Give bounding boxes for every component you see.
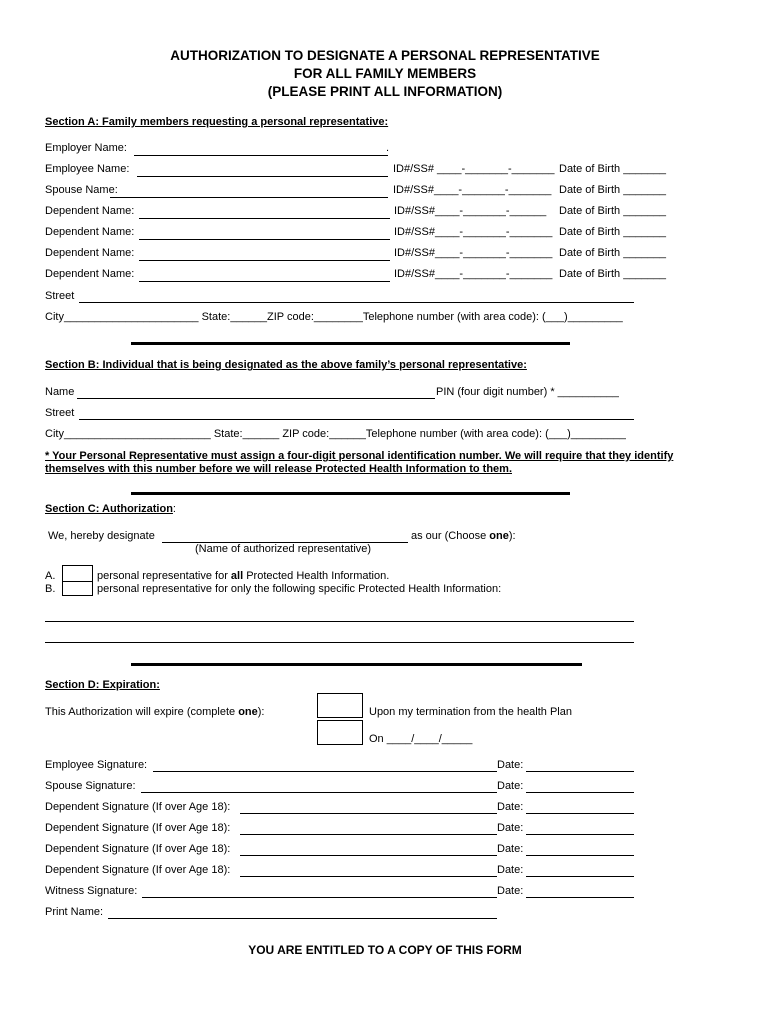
form-title-line-1: AUTHORIZATION TO DESIGNATE A PERSONAL REPRESENTATIVE	[170, 48, 600, 63]
signature-label: Dependent Signature (If over Age 18):	[45, 822, 231, 834]
representative-city-line[interactable]: City________________________ State:______ ZIP code:______Telephone number (with area code): (___)_________	[45, 428, 626, 440]
expire-label	[45, 706, 265, 718]
section-divider	[131, 342, 570, 345]
date-field[interactable]	[526, 813, 634, 814]
member-id-field[interactable]: ID#/SS#____-_______-______	[394, 205, 547, 217]
signature-label: Dependent Signature (If over Age 18):	[45, 864, 231, 876]
street-label: Street	[45, 290, 75, 302]
section-c-heading-text: Section C: Authorization	[45, 503, 173, 515]
member-name-field[interactable]	[139, 260, 390, 261]
signature-field[interactable]	[240, 834, 497, 835]
expire-termination-label: Upon my termination from the health Plan	[369, 706, 572, 718]
date-field[interactable]	[526, 792, 634, 793]
member-name-field[interactable]	[139, 218, 390, 219]
date-field[interactable]	[526, 855, 634, 856]
option-a-label	[97, 570, 389, 582]
option-a-text-2: Protected Health Information.	[243, 570, 390, 582]
pin-note-line-2: themselves with this number before we will release Protected Health Information to them.	[45, 463, 512, 475]
date-label: Date:	[497, 759, 524, 771]
expire-text-bold: one	[238, 706, 258, 718]
member-dob-field[interactable]: Date of Birth _______	[559, 268, 667, 280]
option-a-text-bold: all	[230, 570, 244, 582]
date-label: Date:	[497, 801, 524, 813]
member-id-field[interactable]: ID#/SS#____-_______-_______	[394, 268, 553, 280]
section-c-heading	[45, 503, 176, 515]
form-title-line-2: FOR ALL FAMILY MEMBERS	[293, 66, 477, 81]
signature-field[interactable]	[153, 771, 497, 772]
member-label: Dependent Name:	[45, 205, 135, 217]
expire-text-2: ):	[257, 706, 265, 718]
date-label: Date:	[497, 822, 524, 834]
city-state-zip-phone-line[interactable]: City______________________ State:______ZIP code:________Telephone number (with area code): (___)_________	[45, 311, 623, 323]
representative-street-label: Street	[45, 407, 75, 419]
employer-name-period: .	[386, 142, 390, 154]
signature-field[interactable]	[240, 876, 497, 877]
street-field[interactable]	[79, 302, 634, 303]
member-id-field[interactable]: ID#/SS#____-_______-_______	[393, 184, 552, 196]
representative-name-field[interactable]	[77, 398, 435, 399]
date-label: Date:	[497, 885, 524, 897]
designate-label: We, hereby designate	[48, 530, 155, 542]
signature-label: Spouse Signature:	[45, 780, 136, 792]
employer-name-field[interactable]	[134, 155, 388, 156]
footer-notice: YOU ARE ENTITLED TO A COPY OF THIS FORM	[248, 943, 522, 957]
section-b-heading: Section B: Individual that is being designated as the above family’s personal representative:	[45, 359, 527, 371]
date-label: Date:	[497, 843, 524, 855]
representative-street-field[interactable]	[79, 419, 634, 420]
member-dob-field[interactable]: Date of Birth _______	[559, 247, 667, 259]
specific-phi-line-1[interactable]	[45, 621, 634, 622]
option-a-text-1: personal representative for	[97, 570, 231, 582]
member-dob-field[interactable]: Date of Birth _______	[559, 184, 667, 196]
signature-field[interactable]	[240, 813, 497, 814]
member-id-field[interactable]: ID#/SS# ____-_______-_______	[393, 163, 555, 175]
member-dob-field[interactable]: Date of Birth _______	[559, 226, 667, 238]
signature-label: Witness Signature:	[45, 885, 138, 897]
signature-field[interactable]	[142, 897, 497, 898]
expire-date-field[interactable]: On ____/____/_____	[369, 733, 473, 745]
employer-name-label: Employer Name:	[45, 142, 127, 154]
choose-one-text	[411, 530, 516, 542]
member-label: Employee Name:	[45, 163, 130, 175]
member-name-field[interactable]	[139, 281, 390, 282]
signature-label: Dependent Signature (If over Age 18):	[45, 843, 231, 855]
option-b-letter: B.	[45, 583, 56, 595]
section-d-heading: Section D: Expiration:	[45, 679, 160, 691]
member-label: Dependent Name:	[45, 268, 135, 280]
signature-label: Dependent Signature (If over Age 18):	[45, 801, 231, 813]
form-title-line-3: (PLEASE PRINT ALL INFORMATION)	[267, 84, 503, 99]
signature-label: Employee Signature:	[45, 759, 148, 771]
section-a-heading: Section A: Family members requesting a personal representative:	[45, 116, 389, 128]
date-field[interactable]	[526, 771, 634, 772]
expire-text-1: This Authorization will expire (complete	[45, 706, 239, 718]
section-c-colon: :	[172, 503, 176, 515]
date-field[interactable]	[526, 897, 634, 898]
member-label: Dependent Name:	[45, 226, 135, 238]
choose-text-one: one	[489, 530, 509, 542]
print-name-field[interactable]	[108, 918, 497, 919]
date-field[interactable]	[526, 834, 634, 835]
option-b-checkbox[interactable]	[62, 581, 93, 596]
member-name-field[interactable]	[110, 197, 388, 198]
option-b-label: personal representative for only the following specific Protected Health Information:	[97, 583, 502, 595]
member-id-field[interactable]: ID#/SS#____-_______-_______	[394, 247, 553, 259]
specific-phi-line-2[interactable]	[45, 642, 634, 643]
member-name-field[interactable]	[137, 176, 388, 177]
date-field[interactable]	[526, 876, 634, 877]
pin-field[interactable]: PIN (four digit number) * __________	[436, 386, 619, 398]
choose-text-close: ):	[508, 530, 516, 542]
authorized-representative-caption: (Name of authorized representative)	[195, 543, 372, 555]
representative-name-label: Name	[45, 386, 75, 398]
member-label: Spouse Name:	[45, 184, 118, 196]
section-divider	[131, 492, 570, 495]
option-a-checkbox[interactable]	[62, 565, 93, 582]
print-name-label: Print Name:	[45, 906, 104, 918]
member-dob-field[interactable]: Date of Birth _______	[559, 163, 667, 175]
section-divider	[131, 663, 582, 666]
option-a-letter: A.	[45, 570, 56, 582]
signature-field[interactable]	[141, 792, 497, 793]
choose-text-a: as our (Choose	[411, 530, 490, 542]
member-label: Dependent Name:	[45, 247, 135, 259]
pin-note-line-1: * Your Personal Representative must assign a four-digit personal identification number. We will require that they identify	[45, 450, 674, 462]
date-label: Date:	[497, 864, 524, 876]
member-dob-field[interactable]: Date of Birth _______	[559, 205, 667, 217]
expire-termination-checkbox[interactable]	[317, 693, 363, 718]
member-name-field[interactable]	[139, 239, 390, 240]
expire-date-checkbox[interactable]	[317, 720, 363, 745]
date-label: Date:	[497, 780, 524, 792]
member-id-field[interactable]: ID#/SS#____-_______-_______	[394, 226, 553, 238]
signature-field[interactable]	[240, 855, 497, 856]
